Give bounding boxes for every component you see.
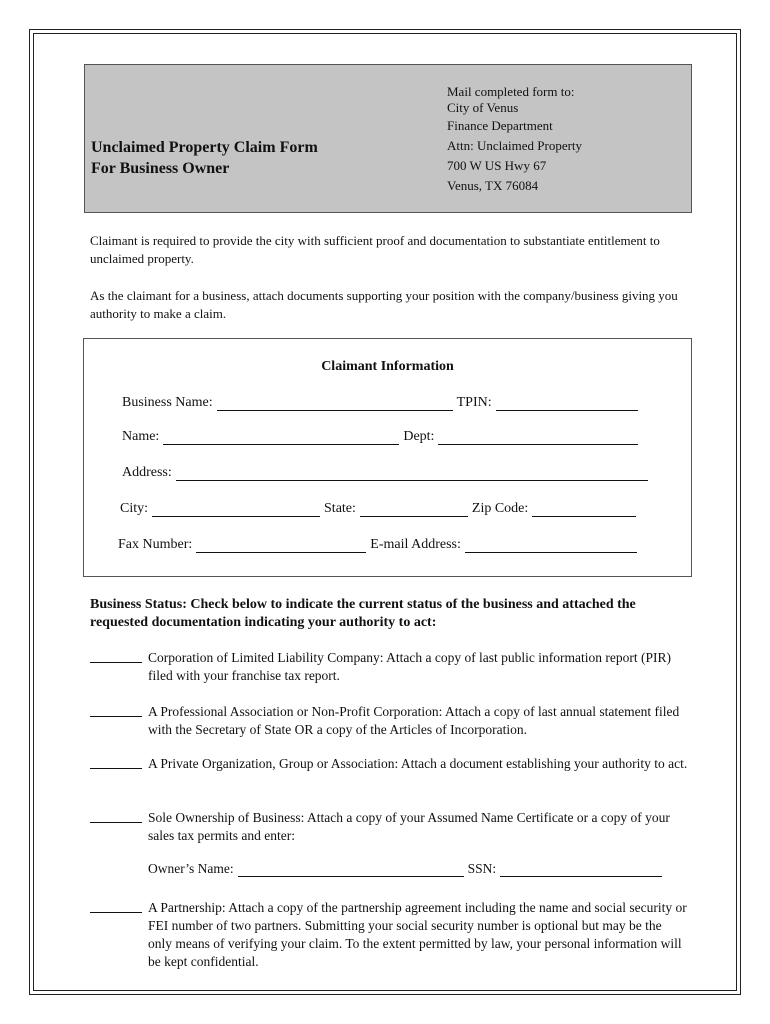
tpin-field[interactable] <box>496 396 638 411</box>
status-check-blank[interactable] <box>90 899 142 913</box>
address-field[interactable] <box>176 466 648 481</box>
email-address-field[interactable] <box>465 538 637 553</box>
intro-paragraph-1: Claimant is required to provide the city with sufficient proof and documentation to substantiate entitlement to unclaimed property. <box>90 233 660 266</box>
name-field[interactable] <box>163 430 399 445</box>
fax-number-field[interactable] <box>196 538 366 553</box>
intro-paragraph-2: As the claimant for a business, attach documents supporting your position with the company/business giving you authority to make a claim. <box>90 288 678 321</box>
ssn-field[interactable] <box>500 862 662 877</box>
owner-name-field[interactable] <box>238 862 464 877</box>
status-check-blank[interactable] <box>90 649 142 663</box>
claimant-info-title: Claimant Information <box>321 359 454 374</box>
zip-code-field[interactable] <box>532 502 636 517</box>
business-name-row: Business Name: TPIN: <box>122 395 642 411</box>
dept-field[interactable] <box>438 430 638 445</box>
status-check-blank[interactable] <box>90 703 142 717</box>
business-name-field[interactable] <box>217 396 453 411</box>
form-title: Unclaimed Property Claim Form For Business Owner <box>91 139 318 177</box>
claimant-information-box <box>83 338 692 577</box>
mailing-address: Mail completed form to: City of Venus Finance Department Attn: Unclaimed Property 700 W US Hwy 67 Venus, TX 76084 <box>447 84 583 193</box>
owner-ssn-row: Owner’s Name: SSN: <box>148 861 666 877</box>
name-row: Name: Dept: <box>122 429 642 445</box>
status-check-blank[interactable] <box>90 755 142 769</box>
fax-email-row: Fax Number: E-mail Address: <box>118 537 641 553</box>
form-header <box>84 64 692 213</box>
business-status-heading: Business Status: Check below to indicate the current status of the business and attached the requested documentation indicating your authority to act: <box>90 597 636 630</box>
state-field[interactable] <box>360 502 468 517</box>
city-field[interactable] <box>152 502 320 517</box>
status-check-blank[interactable] <box>90 809 142 823</box>
address-row: Address: <box>122 465 652 481</box>
city-state-zip-row: City: State: Zip Code: <box>120 501 640 517</box>
